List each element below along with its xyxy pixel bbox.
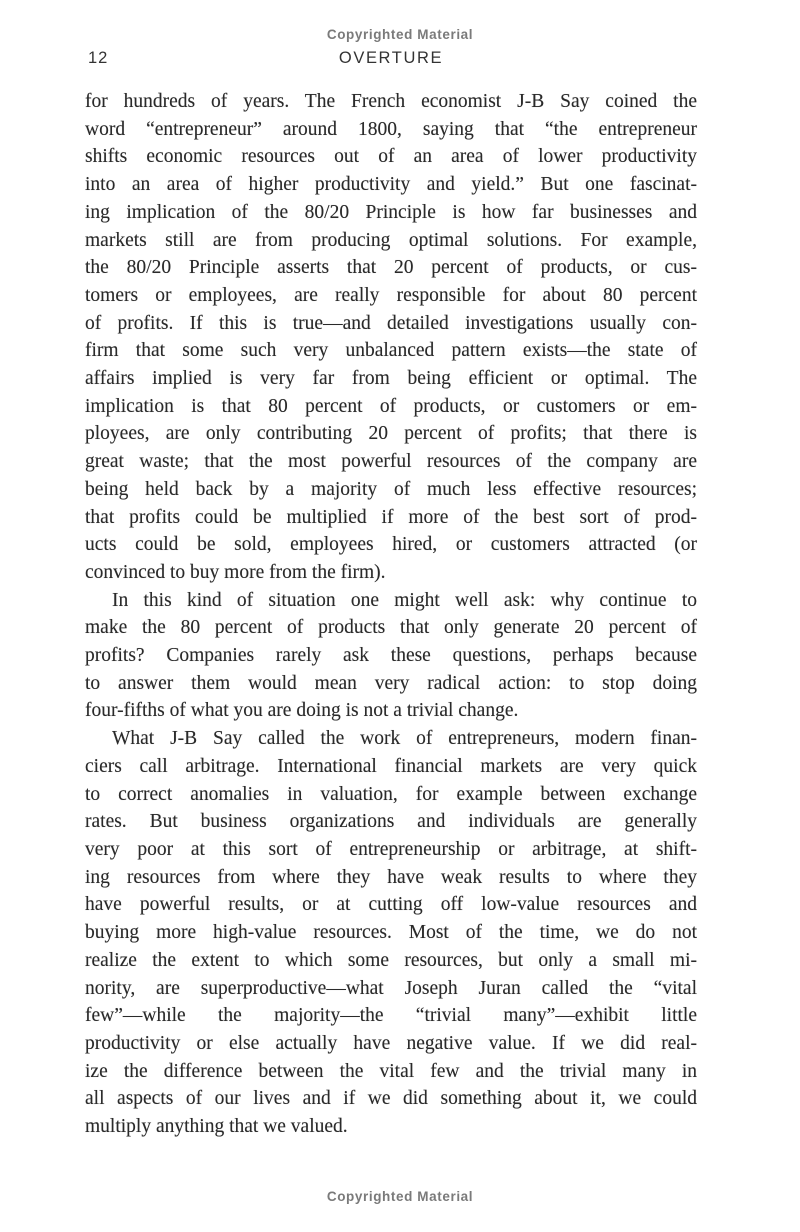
text-line: all aspects of our lives and if we did something about it, we could [85,1088,697,1110]
running-head: OVERTURE [338,49,444,67]
text-line: ployees, are only contributing 20 percent of profits; that there is [85,423,697,445]
text-line: the 80/20 Principle asserts that 20 percent of products, or cus- [85,257,697,279]
text-line: of profits. If this is true—and detailed investigations usually con- [85,312,697,334]
text-line: In this kind of situation one might well ask: why continue to [112,589,697,611]
text-line: tomers or employees, are really responsible for about 80 percent [85,284,697,306]
text-line: four-fifths of what you are doing is not a trivial change. [85,700,519,722]
text-line: that profits could be multiplied if more of the best sort of prod- [85,506,697,528]
body-text [85,88,697,1141]
text-line: into an area of higher productivity and yield.” But one fascinat- [85,174,697,196]
copyright-notice-top: Copyrighted Material [326,27,474,42]
text-line: nority, are superproductive—what Joseph Juran called the “vital [85,977,697,999]
text-line: word “entrepreneur” around 1800, saying that “the entrepreneur [85,118,697,140]
paragraph [85,587,697,726]
text-line: buying more high-value resources. Most of the time, we do not [85,922,697,944]
paragraph [85,725,697,1141]
text-line: being held back by a majority of much less effective resources; [85,478,697,500]
text-line: make the 80 percent of products that only generate 20 percent of [85,617,697,639]
text-line: profits? Companies rarely ask these questions, perhaps because [85,645,697,667]
text-line: ize the difference between the vital few and the trivial many in [85,1060,697,1082]
text-line: great waste; that the most powerful resources of the company are [85,451,697,473]
text-line: shifts economic resources out of an area of lower productivity [85,146,697,168]
paragraph [85,88,697,587]
page-header [85,49,697,69]
text-line: productivity or else actually have negative value. If we did real- [85,1032,697,1054]
text-line: ucts could be sold, employees hired, or customers attracted (or [85,534,697,556]
text-line: very poor at this sort of entrepreneurship or arbitrage, at shift- [85,838,697,860]
text-line: ing implication of the 80/20 Principle is how far businesses and [85,201,697,223]
text-line: ing resources from where they have weak results to where they [85,866,697,888]
text-line: firm that some such very unbalanced pattern exists—the state of [85,340,697,362]
text-line: implication is that 80 percent of products, or customers or em- [85,395,697,417]
text-line: realize the extent to which some resources, but only a small mi- [85,949,697,971]
text-line: rates. But business organizations and individuals are generally [85,811,697,833]
text-line: for hundreds of years. The French economist J-B Say coined the [85,91,697,112]
page-number: 12 [88,49,109,67]
text-line: few”—while the majority—the “trivial many”—exhibit little [85,1005,697,1027]
text-line: ciers call arbitrage. International financial markets are very quick [85,755,697,777]
text-line: affairs implied is very far from being efficient or optimal. The [85,368,697,390]
text-line: markets still are from producing optimal solutions. For example, [85,229,697,251]
text-line: What J-B Say called the work of entrepreneurs, modern finan- [112,728,697,750]
text-line: convinced to buy more from the firm). [85,561,386,583]
text-line: to correct anomalies in valuation, for example between exchange [85,783,697,805]
copyright-notice-bottom: Copyrighted Material [326,1189,474,1204]
text-line: have powerful results, or at cutting off low-value resources and [85,894,697,916]
text-line: multiply anything that we valued. [85,1116,348,1138]
text-line: to answer them would mean very radical action: to stop doing [85,672,697,694]
